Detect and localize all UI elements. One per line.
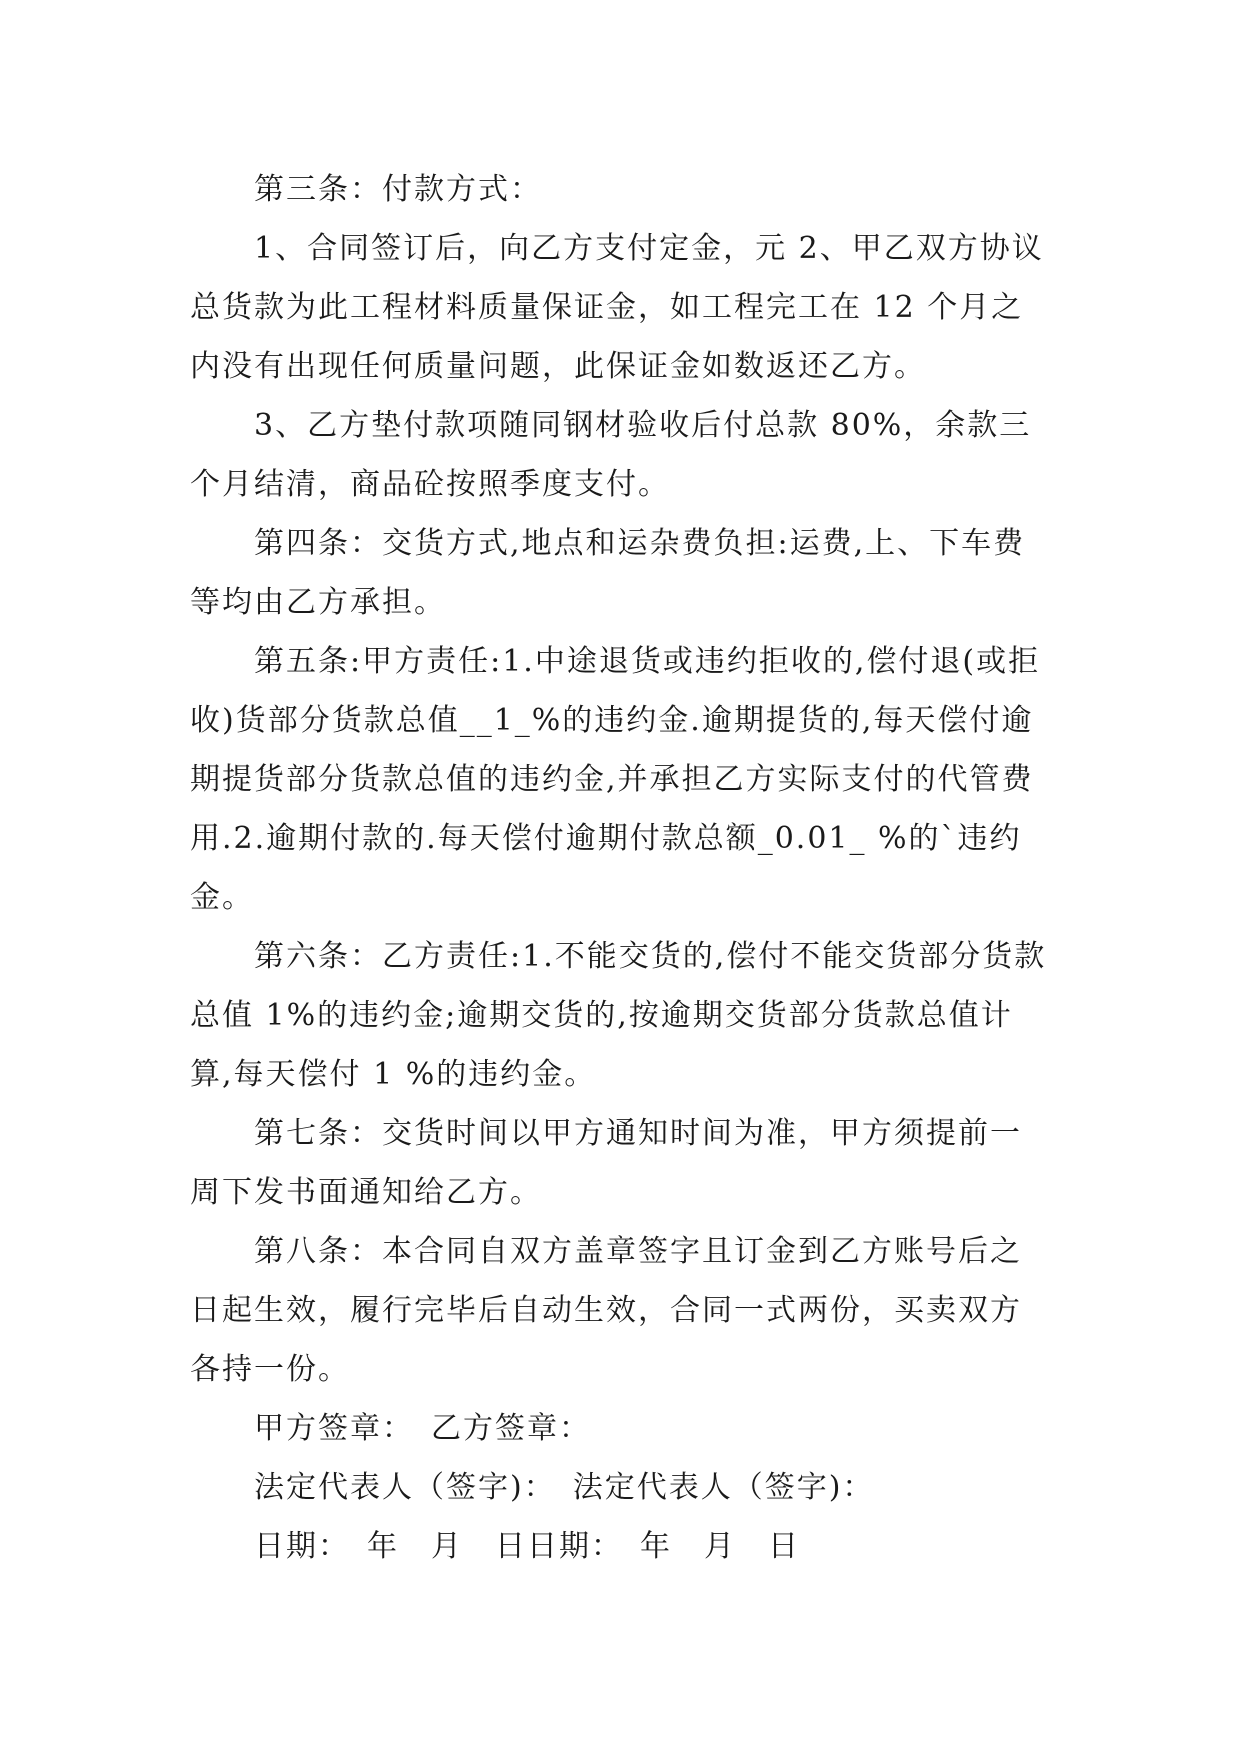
article-8-effectiveness: 第八条：本合同自双方盖章签字且订金到乙方账号后之日起生效，履行完毕后自动生效，合同一式两份，买卖双方各持一份。 — [190, 1234, 1022, 1387]
signature-line: 甲方签章： 乙方签章： — [254, 1411, 591, 1446]
article-3-heading: 第三条：付款方式： — [254, 172, 542, 207]
article-6-party-b-liability: 第六条：乙方责任:1.不能交货的,偿付不能交货部分货款总值 1%的违约金;逾期交货的,按逾期交货部分货款总值计算,每天偿付 1 %的违约金。 — [190, 939, 1047, 1092]
legal-representative-line: 法定代表人（签字)： 法定代表人（签字)： — [254, 1470, 875, 1505]
payment-clause-1-2: 1、合同签订后，向乙方支付定金，元 2、甲乙双方协议总货款为此工程材料质量保证金，如工程完工在 12 个月之内没有出现任何质量问题，此保证金如数返还乙方。 — [190, 231, 1044, 384]
document-body — [190, 160, 1050, 1576]
payment-clause-3: 3、乙方垫付款项随同钢材验收后付总款 80%，余款三个月结清，商品砼按照季度支付。 — [190, 408, 1032, 502]
article-4-delivery: 第四条：交货方式,地点和运杂费负担:运费,上、下车费等均由乙方承担。 — [190, 526, 1026, 620]
article-5-party-a-liability: 第五条:甲方责任:1.中途退货或违约拒收的,偿付退(或拒收)货部分货款总值__1_%的违约金.逾期提货的,每天偿付逾期提货部分货款总值的违约金,并承担乙方实际支付的代管费用.2.逾期付款的.每天偿付逾期付款总额_0.01_ %的`违约金。 — [190, 644, 1041, 915]
article-7-delivery-time: 第七条：交货时间以甲方通知时间为准，甲方须提前一周下发书面通知给乙方。 — [190, 1116, 1022, 1210]
date-line: 日期： 年 月 日日期： 年 月 日 — [254, 1529, 800, 1564]
